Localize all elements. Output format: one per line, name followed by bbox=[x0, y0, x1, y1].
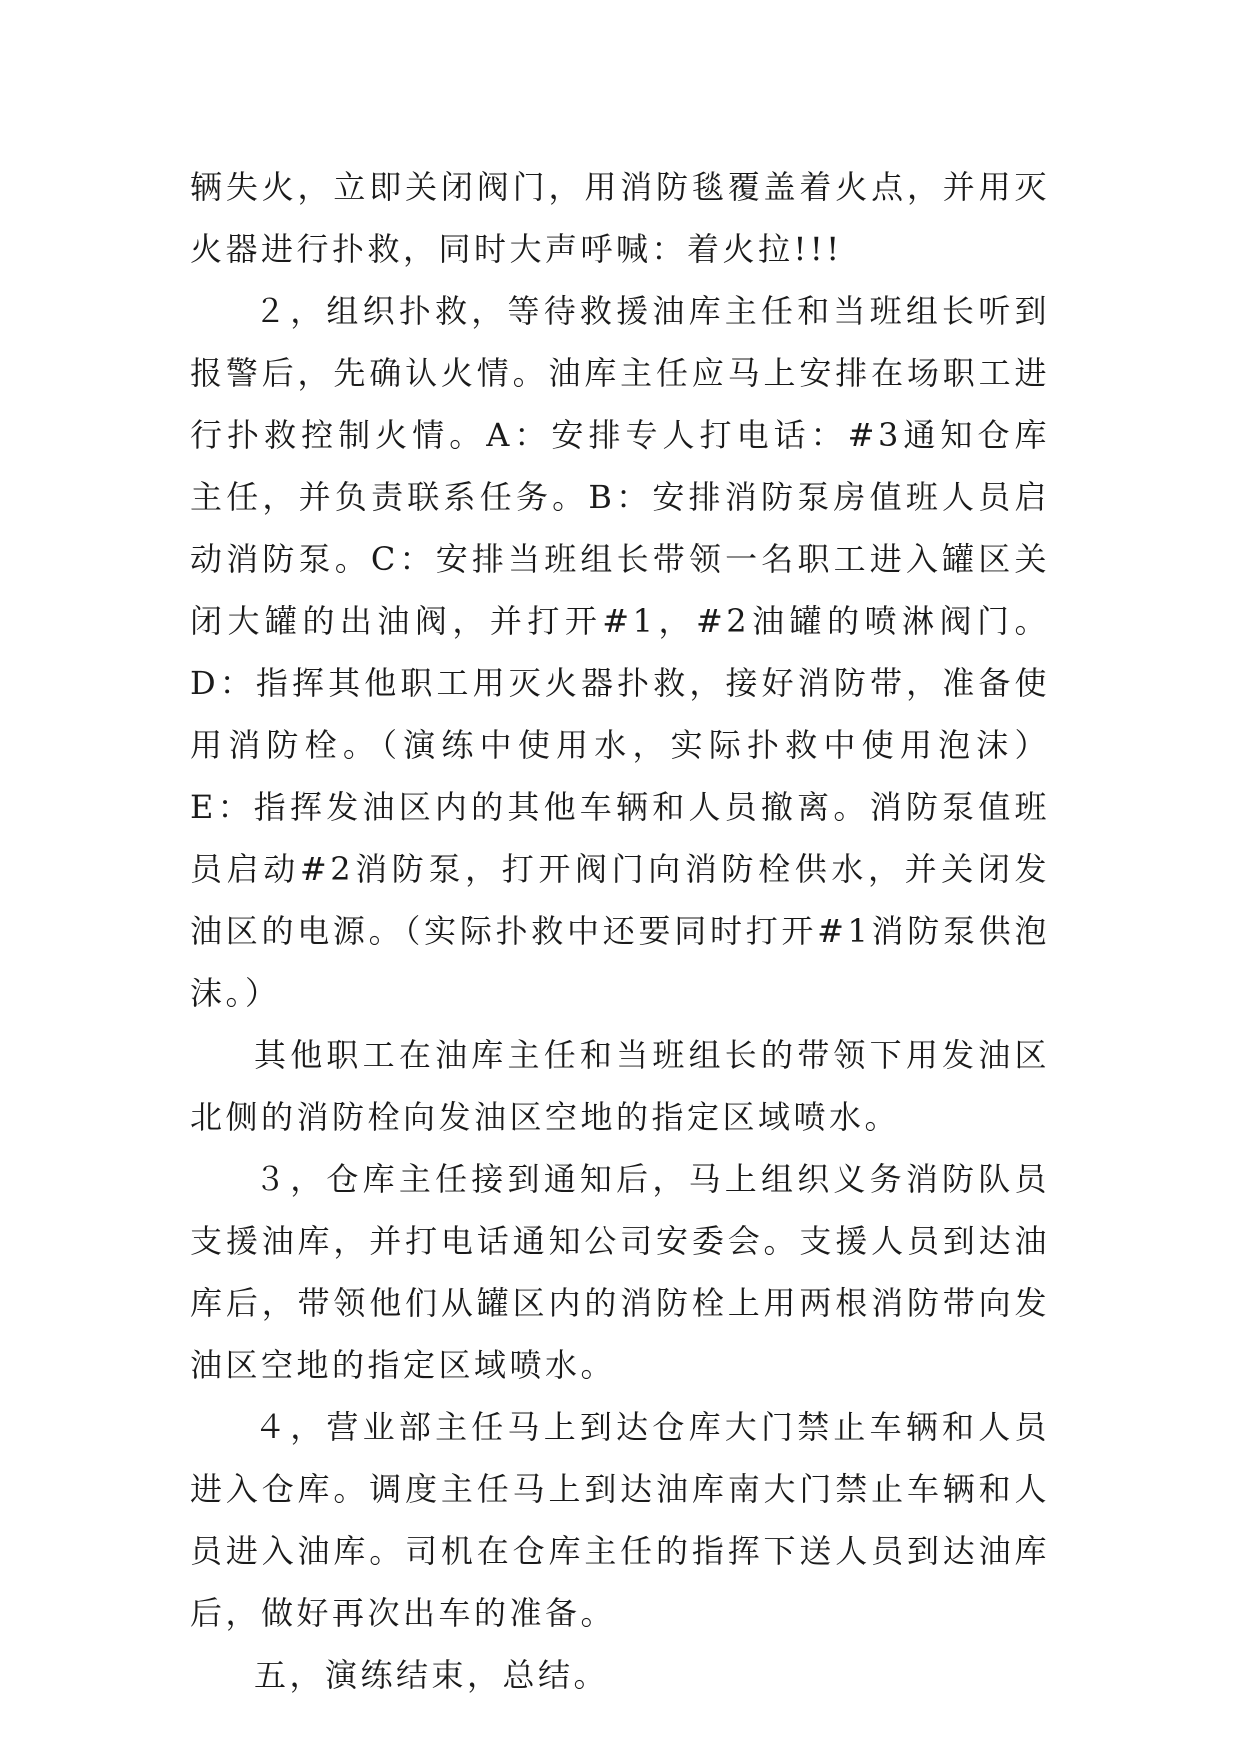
document-body bbox=[190, 156, 1050, 1706]
paragraph-continuation: 辆失火，立即关闭阀门，用消防毯覆盖着火点，并用灭火器进行扑救，同时大声呼喊：着火拉!!! bbox=[190, 168, 1050, 268]
paragraph-step-2: ２，组织扑救，等待救援油库主任和当班组长听到报警后，先确认火情。油库主任应马上安排在场职工进行扑救控制火情。A：安排专人打电话：#3通知仓库主任，并负责联系任务。B：安排消防泵房值班人员启动消防泵。C：安排当班组长带领一名职工进入罐区关闭大罐的出油阀，并打开#1，#2油罐的喷淋阀门。D：指挥其他职工用灭火器扑救，接好消防带，准备使用消防栓。（演练中使用水，实际扑救中使用泡沫）E：指挥发油区内的其他车辆和人员撤离。消防泵值班员启动#2消防泵，打开阀门向消防栓供水，并关闭发油区的电源。（实际扑救中还要同时打开#1消防泵供泡沫。） bbox=[190, 292, 1050, 1012]
paragraph-other-staff: 其他职工在油库主任和当班组长的带领下用发油区北侧的消防栓向发油区空地的指定区域喷水。 bbox=[190, 1036, 1050, 1136]
paragraph-section-5: 五，演练结束，总结。 bbox=[254, 1656, 610, 1694]
paragraph-step-4: ４，营业部主任马上到达仓库大门禁止车辆和人员进入仓库。调度主任马上到达油库南大门禁止车辆和人员进入油库。司机在仓库主任的指挥下送人员到达油库后，做好再次出车的准备。 bbox=[190, 1408, 1050, 1632]
paragraph-step-3: ３，仓库主任接到通知后，马上组织义务消防队员支援油库，并打电话通知公司安委会。支援人员到达油库后，带领他们从罐区内的消防栓上用两根消防带向发油区空地的指定区域喷水。 bbox=[190, 1160, 1050, 1384]
